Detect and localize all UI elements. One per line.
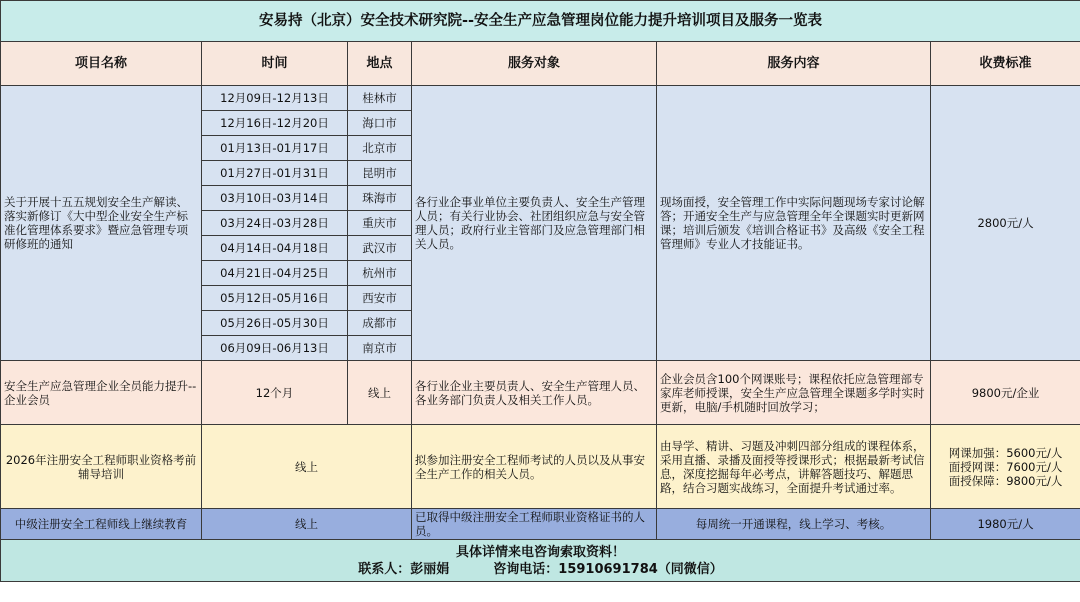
header-time: 时间 <box>202 42 348 86</box>
session-date: 05月12日-05月16日 <box>202 286 348 311</box>
time-place-cell: 线上 <box>202 509 412 540</box>
project-name-cell: 中级注册安全工程师线上继续教育 <box>1 509 202 540</box>
session-city: 海口市 <box>348 111 412 136</box>
audience-cell: 各行业企事业单位主要负责人、安全生产管理人员；有关行业协会、社团组织应急与安全管理人员；政府行业主管部门及应急管理部门相关人员。 <box>412 86 657 361</box>
contact-footer <box>1 540 1080 582</box>
content-cell: 由导学、精讲、习题及冲刺四部分组成的课程体系，采用直播、录播及面授等授课形式；根据最新考试信息，深度挖掘每年必考点，讲解答题技巧、解题思路，结合习题实战练习，全面提升考试通过率。 <box>657 425 931 509</box>
table-row <box>1 509 1080 540</box>
time-cell: 12个月 <box>202 361 348 425</box>
time-place-cell: 线上 <box>202 425 412 509</box>
session-city: 成都市 <box>348 311 412 336</box>
session-date: 04月21日-04月25日 <box>202 261 348 286</box>
table-row <box>1 86 1080 111</box>
session-date: 04月14日-04月18日 <box>202 236 348 261</box>
project-name-cell: 关于开展十五五规划安全生产解读、落实新修订《大中型企业安全生产标准化管理体系要求》暨应急管理专项研修班的通知 <box>1 86 202 361</box>
audience-cell: 各行业企业主要员责人、安全生产管理人员、各业务部门负责人及相关工作人员。 <box>412 361 657 425</box>
contact-line <box>4 561 1077 578</box>
header-content: 服务内容 <box>657 42 931 86</box>
phone-number[interactable]: 15910691784（同微信） <box>558 561 723 577</box>
session-city: 昆明市 <box>348 161 412 186</box>
audience-cell: 拟参加注册安全工程师考试的人员以及从事安全生产工作的相关人员。 <box>412 425 657 509</box>
session-date: 01月13日-01月17日 <box>202 136 348 161</box>
content-cell: 现场面授，安全管理工作中实际问题现场专家讨论解答；开通安全生产与应急管理全年全课题实时更新网课；培训后颁发《培训合格证书》及高级《安全工程管理师》专业人才技能证书。 <box>657 86 931 361</box>
fee-cell: 2800元/人 <box>931 86 1080 361</box>
header-row <box>1 42 1080 86</box>
session-city: 西安市 <box>348 286 412 311</box>
session-date: 05月26日-05月30日 <box>202 311 348 336</box>
session-city: 武汉市 <box>348 236 412 261</box>
project-name-cell: 2026年注册安全工程师职业资格考前辅导培训 <box>1 425 202 509</box>
session-date: 06月09日-06月13日 <box>202 336 348 361</box>
header-project: 项目名称 <box>1 42 202 86</box>
fee-cell: 9800元/企业 <box>931 361 1080 425</box>
place-cell: 线上 <box>348 361 412 425</box>
consult-note: 具体详情来电咨询索取资料！ <box>456 544 626 560</box>
content-cell: 每周统一开通课程，线上学习、考核。 <box>657 509 931 540</box>
contact-person: 联系人：彭丽娟 <box>358 561 450 577</box>
audience-cell: 已取得中级注册安全工程师职业资格证书的人员。 <box>412 509 657 540</box>
header-audience: 服务对象 <box>412 42 657 86</box>
table-row <box>1 361 1080 425</box>
session-city: 南京市 <box>348 336 412 361</box>
session-city: 桂林市 <box>348 86 412 111</box>
fee-option: 网课加强：5600元/人 <box>948 445 1063 460</box>
session-city: 重庆市 <box>348 211 412 236</box>
session-city: 北京市 <box>348 136 412 161</box>
session-date: 12月16日-12月20日 <box>202 111 348 136</box>
phone-label: 咨询电话： <box>493 561 559 577</box>
session-city: 杭州市 <box>348 261 412 286</box>
table-row <box>1 425 1080 509</box>
content-cell: 企业会员含100个网课账号；课程依托应急管理部专家库老师授课，安全生产应急管理全课题多学时实时更新，电脑/手机随时回放学习； <box>657 361 931 425</box>
fee-option: 面授保障：9800元/人 <box>948 473 1063 488</box>
session-date: 03月24日-03月28日 <box>202 211 348 236</box>
session-date: 12月09日-12月13日 <box>202 86 348 111</box>
session-date: 01月27日-01月31日 <box>202 161 348 186</box>
fee-option: 面授网课：7600元/人 <box>948 459 1063 474</box>
project-name-cell: 安全生产应急管理企业全员能力提升--企业会员 <box>1 361 202 425</box>
header-place: 地点 <box>348 42 412 86</box>
session-date: 03月10日-03月14日 <box>202 186 348 211</box>
fee-cell <box>931 425 1080 509</box>
header-fee: 收费标准 <box>931 42 1080 86</box>
fee-cell: 1980元/人 <box>931 509 1080 540</box>
table-title: 安易持（北京）安全技术研究院--安全生产应急管理岗位能力提升培训项目及服务一览表 <box>1 1 1080 42</box>
session-city: 珠海市 <box>348 186 412 211</box>
